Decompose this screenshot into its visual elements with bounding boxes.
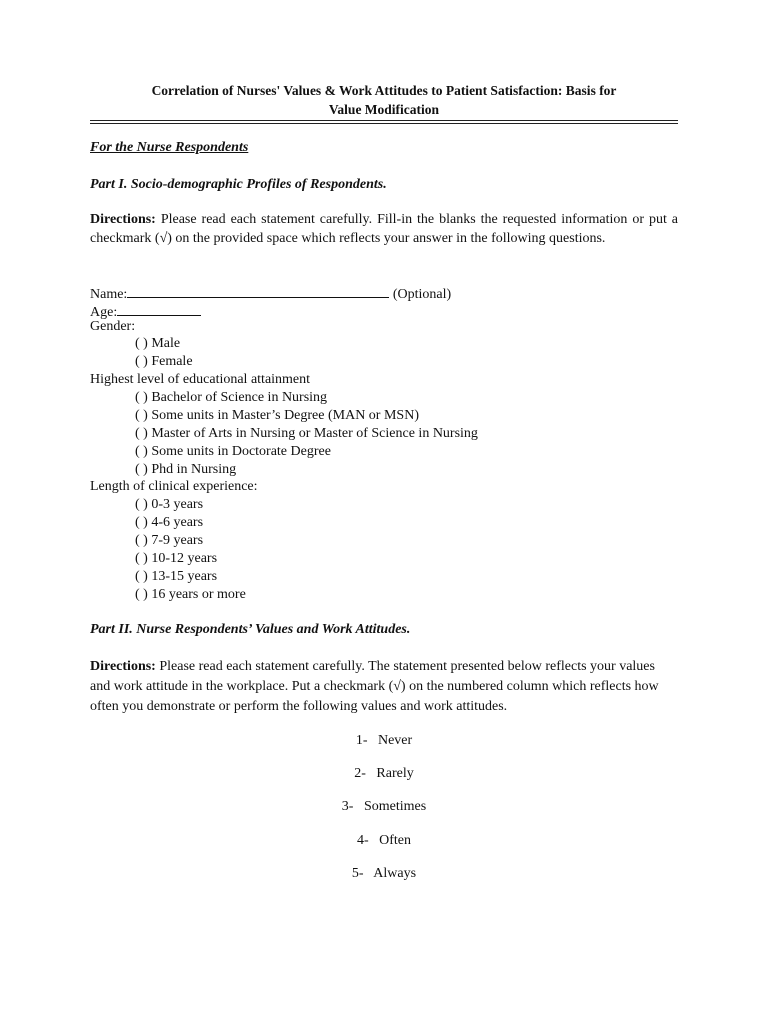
experience-option[interactable]: ( ) 0-3 years	[135, 497, 204, 512]
scale-item: 3- Sometimes	[341, 799, 427, 814]
name-blank-line[interactable]	[127, 283, 389, 298]
title-rule-top	[90, 120, 678, 121]
part2-directions	[90, 657, 678, 717]
part1-directions	[90, 211, 678, 248]
scale-item: 4- Often	[356, 833, 412, 848]
experience-option[interactable]: ( ) 13-15 years	[135, 569, 218, 584]
education-option[interactable]: ( ) Some units in Doctorate Degree	[135, 444, 331, 459]
part2-directions-label: Directions:	[90, 659, 156, 674]
scale-item: 5- Always	[351, 866, 417, 881]
education-option[interactable]: ( ) Master of Arts in Nursing or Master of Science in Nursing	[135, 426, 478, 441]
experience-option[interactable]: ( ) 7-9 years	[135, 533, 204, 548]
scale-item: 1- Never	[355, 733, 413, 748]
document-page	[90, 0, 678, 1024]
title-rule-bottom	[90, 123, 678, 124]
experience-option[interactable]: ( ) 4-6 years	[135, 515, 204, 530]
name-row	[90, 283, 451, 303]
education-label: Highest level of educational attainment	[90, 372, 311, 387]
education-option[interactable]: ( ) Phd in Nursing	[135, 462, 237, 477]
experience-label: Length of clinical experience:	[90, 479, 258, 494]
experience-option[interactable]: ( ) 16 years or more	[135, 587, 246, 602]
title-line-1: Correlation of Nurses' Values & Work Attitudes to Patient Satisfaction: Basis for	[151, 83, 617, 98]
part1-directions-text: Please read each statement carefully. Fill-in the blanks the requested information or put a checkmark (√) on the provided space which reflects your answer in the following questions.	[90, 212, 678, 246]
name-label: Name:	[90, 287, 128, 302]
education-option[interactable]: ( ) Bachelor of Science in Nursing	[135, 390, 328, 405]
age-blank-line[interactable]	[117, 301, 201, 316]
document-title	[90, 81, 678, 119]
education-option[interactable]: ( ) Some units in Master’s Degree (MAN or MSN)	[135, 408, 419, 423]
gender-label: Gender:	[90, 319, 136, 334]
audience-heading: For the Nurse Respondents	[90, 140, 249, 155]
age-row	[90, 301, 201, 321]
experience-option[interactable]: ( ) 10-12 years	[135, 551, 218, 566]
part2-directions-text: Please read each statement carefully. The statement presented below reflects your values and work attitude in the workplace. Put a checkmark (√) on the numbered column which reflects how often you demonstrate or perform the following values and work attitudes.	[90, 659, 659, 714]
title-line-2: Value Modification	[328, 102, 440, 117]
scale-item: 2- Rarely	[354, 766, 414, 781]
age-label: Age:	[90, 305, 118, 320]
part1-heading: Part I. Socio-demographic Profiles of Respondents.	[90, 177, 387, 192]
part1-directions-label: Directions:	[90, 212, 156, 227]
gender-option[interactable]: ( ) Male	[135, 336, 181, 351]
gender-option[interactable]: ( ) Female	[135, 354, 193, 369]
name-optional-note: (Optional)	[392, 287, 452, 302]
part2-heading: Part II. Nurse Respondents’ Values and Work Attitudes.	[90, 622, 411, 637]
